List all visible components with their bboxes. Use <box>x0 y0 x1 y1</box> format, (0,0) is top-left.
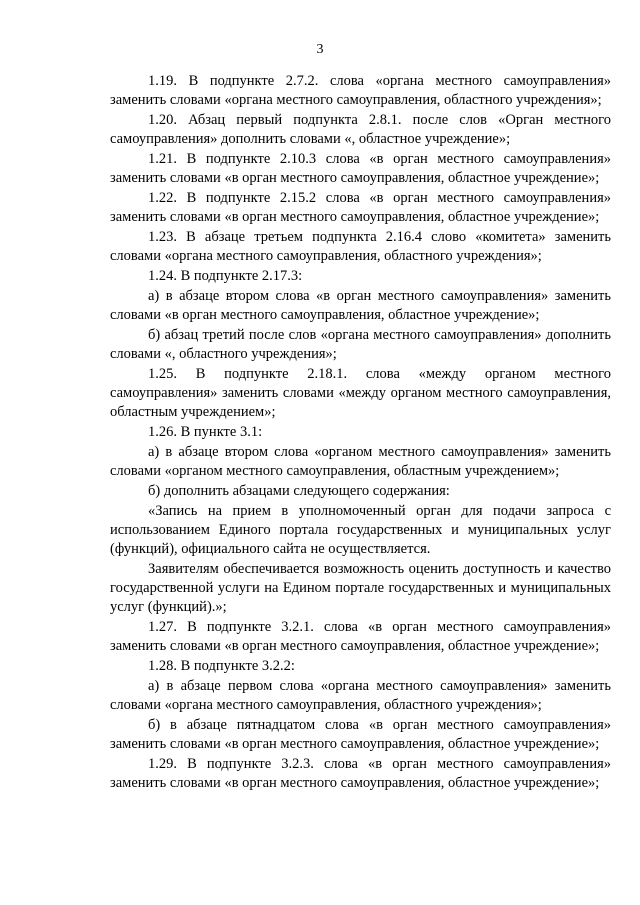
paragraph-1-23: 1.23. В абзаце третьем подпункта 2.16.4 слово «комитета» заменить словами «органа местного самоуправления, областного учреждения»; <box>110 229 611 264</box>
paragraph-1-28-a: а) в абзаце первом слова «органа местного самоуправления» заменить словами «органа местного самоуправления, областного учреждения»; <box>110 678 611 713</box>
paragraph-1-26: 1.26. В пункте 3.1: <box>148 424 263 440</box>
paragraph-1-25: 1.25. В подпункте 2.18.1. слова «между органом местного самоуправления» заменить словами «между органом местного самоуправления, областным учреждением»; <box>110 366 611 420</box>
paragraph-1-24-a: а) в абзаце втором слова «в орган местного самоуправления» заменить словами «в орган местного самоуправления, областное учреждение»; <box>110 288 611 323</box>
document-body <box>110 72 611 793</box>
paragraph-1-19: 1.19. В подпункте 2.7.2. слова «органа местного самоуправления» заменить словами «органа местного самоуправления, областного учреждения»; <box>110 73 611 108</box>
paragraph-1-29: 1.29. В подпункте 3.2.3. слова «в орган местного самоуправления» заменить словами «в орган местного самоуправления, областное учреждение»; <box>110 756 611 791</box>
paragraph-1-26-a: а) в абзаце втором слова «органом местного самоуправления» заменить словами «органом местного самоуправления, областным учреждением»; <box>110 444 611 479</box>
paragraph-1-26-b: б) дополнить абзацами следующего содержания: <box>148 483 450 499</box>
quoted-paragraph-1: «Запись на прием в уполномоченный орган для подачи запроса с использованием Единого портала государственных и муниципальных услуг (функций), официального сайта не осуществляется. <box>110 503 611 557</box>
paragraph-1-20: 1.20. Абзац первый подпункта 2.8.1. после слов «Орган местного самоуправления» дополнить словами «, областное учреждение»; <box>110 112 611 147</box>
paragraph-1-28-b: б) в абзаце пятнадцатом слова «в орган местного самоуправления» заменить словами «в орган местного самоуправления, областное учреждение»; <box>110 717 611 752</box>
paragraph-1-28: 1.28. В подпункте 3.2.2: <box>148 658 295 674</box>
paragraph-1-21: 1.21. В подпункте 2.10.3 слова «в орган местного самоуправления» заменить словами «в орган местного самоуправления, областное учреждение»; <box>110 151 611 186</box>
paragraph-1-24-b: б) абзац третий после слов «органа местного самоуправления» дополнить словами «, областного учреждения»; <box>110 327 611 362</box>
paragraph-1-22: 1.22. В подпункте 2.15.2 слова «в орган местного самоуправления» заменить словами «в орган местного самоуправления, областное учреждение»; <box>110 190 611 225</box>
page-number: 3 <box>316 42 324 57</box>
paragraph-1-27: 1.27. В подпункте 3.2.1. слова «в орган местного самоуправления» заменить словами «в орган местного самоуправления, областное учреждение»; <box>110 619 611 654</box>
paragraph-1-24: 1.24. В подпункте 2.17.3: <box>148 268 303 284</box>
quoted-paragraph-2: Заявителям обеспечивается возможность оценить доступность и качество государственной услуги на Едином портале государственных и муниципальных услуг (функций).»; <box>110 561 611 615</box>
